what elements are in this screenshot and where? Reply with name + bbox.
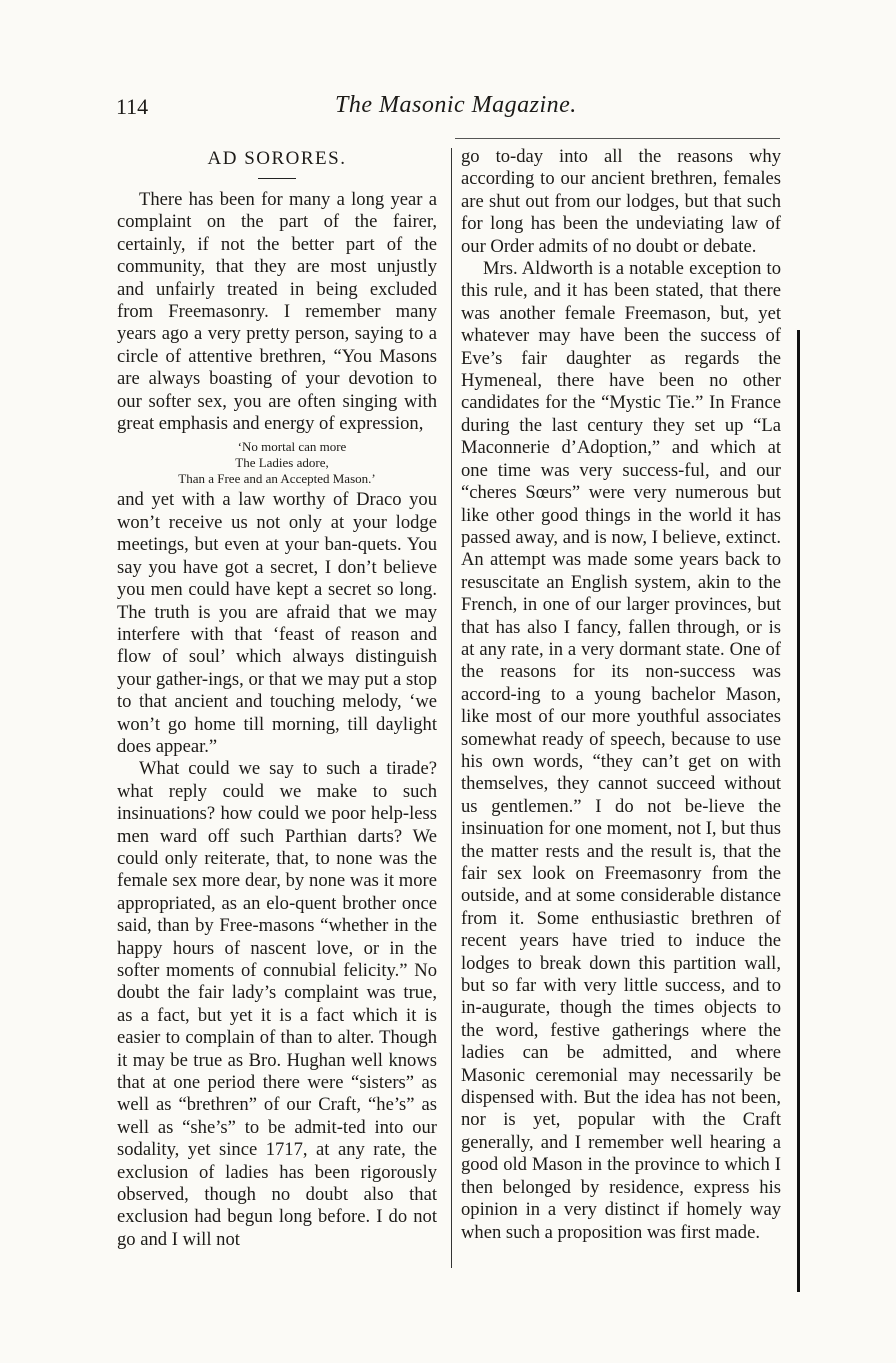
right-column bbox=[461, 146, 781, 1244]
verse-quote bbox=[117, 439, 437, 487]
verse-line-1: ‘No mortal can more bbox=[237, 439, 347, 455]
paragraph-2: and yet with a law worthy of Draco you won’t receive us not only at your lodge meetings, but even at your ban-quets. You say you have got a secret, I don’t believe you men could have kept a secret so long. The truth is you are afraid that we may interfere with that ‘feast of reason and flow of soul’ which always distinguish your gather-ings, or that we may put a stop to that ancient and touching melody, ‘we won’t go home till morning, till daylight does appear.” bbox=[117, 489, 437, 757]
header-rule bbox=[455, 138, 780, 139]
left-column bbox=[117, 146, 437, 1251]
page-edge-rule bbox=[797, 330, 800, 1292]
paragraph-5: Mrs. Aldworth is a notable exception to this rule, and it has been stated, that there was another female Freemason, but, yet whatever may have been the success of Eve’s fair daughter as regards the Hymeneal, there have been no other candidates for the “Mystic Tie.” In France during the last century they set up “La Maconnerie d’Adoption,” and which at one time was very success-ful, and our “cheres Sœurs” were very numerous but like other good things in the world it has passed away, and is now, I believe, extinct. An attempt was made some years back to resuscitate an English system, akin to the French, in one of our larger provinces, but that has also I fancy, fallen through, or is at any rate, in a very dormant state. One of the reasons for its non-success was accord-ing to a young bachelor Mason, like most of our more youthful associates somewhat ready of speech, because to use his own words, “they can’t get on with themselves, they cannot succeed without us gentlemen.” I do not be-lieve the insinuation for one moment, not I, but thus the matter rests and the result is, that the fair sex look on Freemasonry from the outside, and at some considerable distance from it. Some enthusiastic brethren of recent years have tried to induce the lodges to break down this partition wall, but so far with very little success, and to in-augurate, though the times objects to the word, festive gatherings where the ladies can be admitted, and where Masonic ceremonial may necessarily be dispensed with. But the idea has not been, nor is yet, popular with the Craft generally, and I remember well hearing a good old Mason in the province to which I then belonged by residence, express his opinion in a very distinct if homely way when such a proposition was first made. bbox=[461, 258, 781, 1243]
verse-line-3: Than a Free and an Accepted Mason.’ bbox=[178, 471, 376, 487]
running-title: The Masonic Magazine. bbox=[335, 92, 577, 118]
paragraph-1: There has been for many a long year a complaint on the part of the fairer, certainly, if not the better part of the community, that they are most unjustly and unfairly treated in being excluded from Freemasonry. I remember many years ago a very pretty person, saying to a circle of attentive brethren, “You Masons are always boasting of your devotion to our softer sex, you are often singing with great emphasis and energy of expression, bbox=[117, 189, 437, 435]
title-rule bbox=[258, 178, 296, 179]
column-divider bbox=[451, 148, 452, 1268]
article-title: AD SORORES. bbox=[207, 148, 347, 169]
paragraph-3: What could we say to such a tirade? what reply could we make to such insinuations? how could we poor help-less men ward off such Parthian darts? We could only reiterate, that, to none was the female sex more dear, by none was it more appropriated, as an elo-quent brother once said, than by Free-masons “whether in the happy hours of nascent love, or in the softer moments of connubial felicity.” No doubt the fair lady’s complaint was true, as a fact, but yet it is a fact which it is easier to complain of than to alter. Though it may be true as Bro. Hughan well knows that at one period there were “sisters” as well as “brethren” of our Craft, “he’s” as well as “she’s” to be admit-ted into our sodality, yet since 1717, at any rate, the exclusion of ladies has been rigorously observed, though no doubt also that exclusion had begun long before. I do not go and I will not bbox=[117, 758, 437, 1250]
verse-line-2: The Ladies adore, bbox=[235, 455, 329, 471]
page-number: 114 bbox=[116, 94, 149, 119]
paragraph-4: go to-day into all the reasons why according to our ancient brethren, females are shut out from our lodges, but that such for long has been the undeviating law of our Order admits of no doubt or debate. bbox=[461, 146, 781, 257]
